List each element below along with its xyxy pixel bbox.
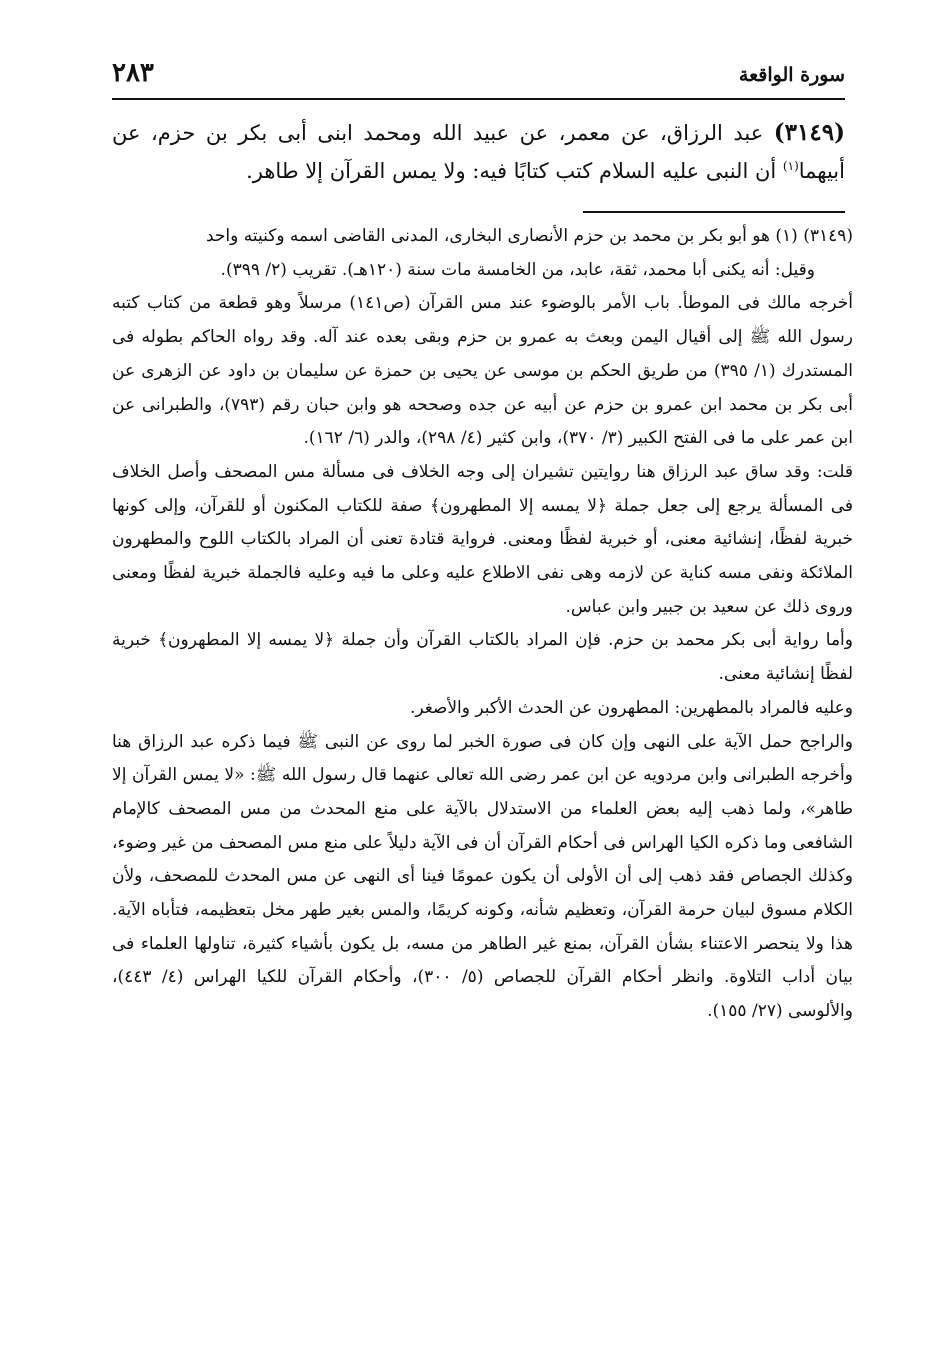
- footnote-marker: (١): [782, 159, 799, 173]
- footnote-divider: [583, 211, 845, 213]
- hadith-text-part1: عبد الرزاق، عن معمر، عن عبيد الله ومحمد ابنى أبى بكر بن حزم، عن أبيهما: [112, 121, 845, 183]
- page-number: ٢٨٣: [112, 58, 154, 88]
- hadith-number: (٣١٤٩): [773, 119, 845, 146]
- footnotes: [112, 220, 853, 1029]
- footnote-paragraph-1: أخرجه مالك فى الموطأ. باب الأمر بالوضوء عند مس القرآن (ص١٤١) مرسلاً وهو قطعة من كتاب كتبه رسول الله ﷺ إلى أقيال اليمن وبعث به عمرو بن حزم وبقى بعده عند آله. وقد رواه الحاكم بطوله فى المستدرك (١/ ٣٩٥) من طريق الحكم بن موسى عن يحيى بن حمزة عن سليمان بن داود عن الزهرى عن أبى بكر بن محمد ابن عمرو بن حزم عن أبيه عن جده وصححه هو وابن حبان رقم (٧٩٣)، والطبرانى عن ابن عمر على ما فى الفتح الكبير (٣/ ٣٧٠)، وابن كثير (٤/ ٢٩٨)، والدر (٦/ ١٦٢).: [112, 293, 854, 449]
- hadith-text-part2: أن النبى عليه السلام كتب كتابًا فيه: ولا يمس القرآن إلا طاهر.: [246, 159, 777, 183]
- footnote-1: (٣١٤٩) (١) هو أبو بكر بن محمد بن حزم الأنصارى البخارى، المدنى القاضى اسمه وكنيته واحد: [205, 226, 853, 246]
- page-header: [112, 58, 845, 100]
- hadith-text: [112, 114, 845, 190]
- footnote-paragraph-4: وعليه فالمراد بالمطهرين: المطهرون عن الحدث الأكبر والأصغر.: [409, 697, 853, 718]
- footnote-paragraph-2: قلت: وقد ساق عبد الرزاق هنا روايتين تشيران إلى وجه الخلاف فى مسألة مس المصحف وأصل الخلاف فى المسألة يرجع إلى جعل جملة ﴿لا يمسه إلا المطهرون﴾ صفة للكتاب المكنون أو للقرآن، وإلى كونها خبرية لفظًا، إنشائية معنى، أو خبرية لفظًا ومعنى. فرواية قتادة تعنى أن المراد بالكتاب اللوح والمطهرون الملائكة ونفى مسه كناية عن لازمه وهى نفى الاطلاع عليه وعلى ما فيه وعليه فالجملة خبرية لفظًا ومعنى وروى ذلك عن سعيد بن جبير وابن عباس.: [112, 461, 853, 617]
- footnote-paragraph-3: وأما رواية أبى بكر محمد بن حزم. فإن المراد بالكتاب القرآن وأن جملة ﴿لا يمسه إلا المطهرون﴾ خبرية لفظًا إنشائية معنى.: [112, 630, 853, 685]
- surah-title: سورة الواقعة: [738, 64, 845, 86]
- footnote-1-continuation: وقيل: أنه يكنى أبا محمد، ثقة، عابد، من الخامسة مات سنة (١٢٠هـ). تقريب (٢/ ٣٩٩).: [220, 259, 815, 280]
- footnote-paragraph-5: والراجح حمل الآية على النهى وإن كان فى صورة الخبر لما روى عن النبى ﷺ فيما ذكره عبد الرزاق هنا وأخرجه الطبرانى وابن مردويه عن ابن عمر رضى الله تعالى عنهما قال رسول الله ﷺ: «لا يمس القرآن إلا طاهر»، ولما ذهب إليه بعض العلماء من الاستدلال بالآية على منع المحدث من مس المصحف كالإمام الشافعى وما ذكره الكيا الهراس فى أحكام القرآن أن فى الآية دليلاً على منع مس المصحف من غير وضوء، وكذلك الجصاص فقد ذهب إلى أن الأولى أن يكون عمومًا فينا أى النهى عن مس المحدث للمصحف، ولأن الكلام مسوق لبيان حرمة القرآن، وتعظيم شأنه، وكونه كريمًا، والمس بغير طهر مخل بتعظيمه، فتأباه الآية. هذا ولا ينحصر الاعتناء بشأن القرآن، بمنع غير الطاهر من مسه، بل يكون بأشياء كثيرة، تناولها العلماء فى بيان أداب التلاوة. وانظر أحكام القرآن للجصاص (٥/ ٣٠٠)، وأحكام القرآن للكيا الهراس (٤/ ٤٤٣)، والألوسى (٢٧/ ١٥٥).: [112, 731, 853, 1022]
